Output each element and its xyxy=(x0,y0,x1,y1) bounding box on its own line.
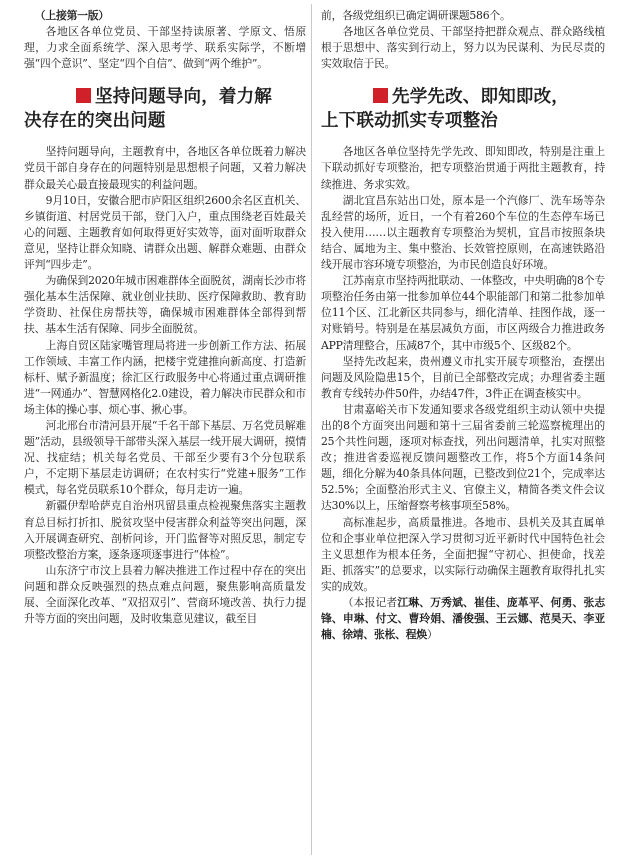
right-column xyxy=(321,8,605,643)
intro-paragraph: 各地区各单位党员、干部坚持读原著、学原文、悟原理，力求全面系统学、深入思考学、联系实际学，不断增强“四个意识”、坚定“四个自信”、做到“两个维护”。 xyxy=(24,25,306,71)
article-paragraph: 山东济宁市汶上县着力解决推进工作过程中存在的突出问题和群众反映强烈的热点难点问题，聚焦影响高质量发展、全面深化改革、“双招双引”、营商环境改善、执行力提升等方面的突出问题，及时收集意见建议，截至目 xyxy=(24,563,306,626)
reporter-prefix: （本报记者 xyxy=(342,596,398,609)
section-heading-text-1: 先学先改、即知即改， xyxy=(392,87,569,108)
article-paragraph: 河北邢台市清河县开展“千名干部下基层、万名党员解难题”活动，县级领导干部带头深入基层一线开展大调研，摸情况、找症结；机关每名党员、干部至少要有3个分包联系户，不定期下基层走访调研；在农村实行“党建+服务”工作模式，每名党员联系10个群众，每月走访一遍。 xyxy=(24,418,306,497)
article-paragraph: 新疆伊犁哈萨克自治州巩留县重点检视聚焦落实主题教育总目标打折扣、脱贫攻坚中侵害群众利益等突出问题，深入开展调查研究、剖析问诊，开门监督等对照反思，制定专项整改整治方案，逐条逐项逐事进行“体检”。 xyxy=(24,499,306,561)
lead-paragraph: 各地区各单位党员、干部坚持把群众观点、群众路线植根于思想中、落实到行动上，努力以为民谋利、为民尽责的实效取信于民。 xyxy=(321,25,605,71)
article-paragraph: 9月10日，安徽合肥市庐阳区组织2600余名区直机关、乡镇街道、村居党员干部，登门入户，重点围绕老百姓最关心的问题、主题教育如何取得更好实效等，面对面听取群众意见，坚持让群众知晓、请群众出题、解群众难题、由群众评判“四步走”。 xyxy=(24,193,306,272)
section-heading-line-1 xyxy=(321,85,605,109)
article-paragraph: 湖北宜昌东站出口处，原本是一个汽修厂、洗车场等杂乱经营的场所，近日，一个有着260个车位的生态停车场已投入使用……以主题教育专项整治为契机，宜昌市按照条块结合、属地为主、集中整治、长效管控原则，在高速铁路沿线开展市容环境专项整治，为市民创造良好环境。 xyxy=(321,193,605,272)
article-paragraph: 江苏南京市坚持两批联动、一体整改，中央明确的8个专项整治任务由第一批参加单位44个职能部门和第二批参加单位11个区、江北新区共同参与，细化清单、挂图作战，逐一对账销号。特别是在基层减负方面，市区两级合力推进政务APP清理整合，压减87个，其中市级5个、区级82个。 xyxy=(321,274,605,352)
section-heading-line-2: 决存在的突出问题 xyxy=(24,111,166,132)
article-paragraph: 各地区各单位坚持先学先改、即知即改，特别是注重上下联动抓好专项整治，把专项整治贯通于两批主题教育，持续推进、务求实效。 xyxy=(321,145,605,191)
section-heading-line-1 xyxy=(24,85,306,109)
article-paragraph: 高标准起步，高质量推进。各地市、县机关及其直属单位和企事业单位把深入学习贯彻习近平新时代中国特色社会主义思想作为根本任务，全面把握“守初心、担使命，找差距、抓落实”的总要求，以实际行动确保主题教育取得扎扎实实的成效。 xyxy=(321,515,605,593)
red-square-bullet-icon xyxy=(373,88,388,103)
section-heading-line-2: 上下联动抓实专项整治 xyxy=(321,111,498,132)
article-paragraph: 为确保到2020年城市困难群体全面脱贫，湖南长沙市将强化基本生活保障、就业创业扶助、医疗保障救助、教育助学资助、社保住房帮扶等，确保城市困难群体全部得到帮扶、基本生活有保障、同步全面脱贫。 xyxy=(24,274,306,336)
column-divider xyxy=(311,4,312,855)
continued-note: （上接第一版） xyxy=(34,9,109,22)
section-heading-special-rectification xyxy=(321,85,605,133)
red-square-bullet-icon xyxy=(76,88,91,103)
article-paragraph: 甘肃嘉峪关市下发通知要求各级党组织主动认领中央提出的8个方面突出问题和第十三届省委前三轮巡察梳理出的25个共性问题，逐项对标查找，列出问题清单，扎实对照整改；推进省委巡视反馈问题整改工作，将5个方面14条问题，细化分解为40条具体问题，已整改到位21个，完成率达52.5%；全面整治形式主义、官僚主义，精简各类文件会议达30%以上，压缩督察考核事项至58%。 xyxy=(321,402,605,513)
reporter-names: 江琳、万秀斌、崔佳、庞革平、何勇、张志锋、申琳、付文、曹玲娟、潘俊强、王云娜、范昊天、李亚楠、徐靖、张枨、程焕 xyxy=(321,596,606,642)
left-column xyxy=(24,8,306,627)
article-paragraph: 上海自贸区陆家嘴管理局将进一步创新工作方法、拓展工作领域、丰富工作内涵，把楼宇党建推向新高度、打造新标杆、赋予新温度；徐汇区行政服务中心将通过重点调研推进“一网通办”、智慧网格化2.0建设，着力解决市民群众和市场主体的操心事、烦心事、揪心事。 xyxy=(24,338,306,416)
section-heading-text-1: 坚持问题导向，着力解 xyxy=(95,87,272,108)
article-paragraph: 坚持问题导向，主题教育中，各地区各单位既着力解决党员干部自身存在的问题特别是思想根子问题，又着力解决群众最关心最直接最现实的利益问题。 xyxy=(24,145,306,191)
section-heading-problem-oriented xyxy=(24,85,306,133)
reporter-byline xyxy=(321,595,605,643)
reporter-suffix: ） xyxy=(426,628,438,642)
article-paragraph: 坚持先改起来，贵州遵义市扎实开展专项整治，查摆出问题及风险隐患15个，目前已全部整改完成；办理省委主题教育专线转办件50件，办结47件，3件正在调查核实中。 xyxy=(321,354,605,400)
lead-paragraph: 前，各级党组织已确定调研课题586个。 xyxy=(321,9,511,22)
